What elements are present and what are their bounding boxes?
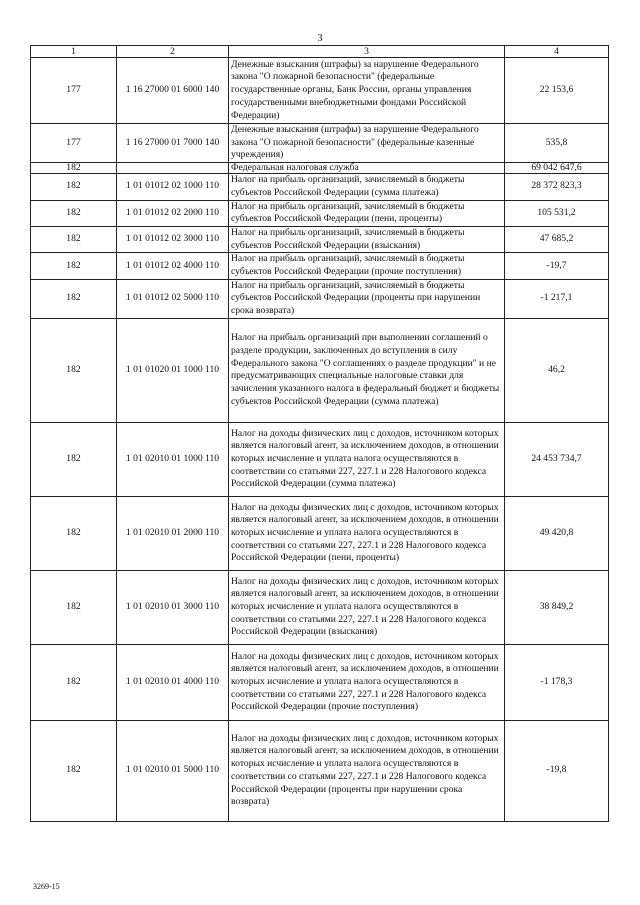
table-row bbox=[31, 720, 609, 821]
table-row bbox=[31, 644, 609, 720]
budget-code-cell: 1 01 01012 02 4000 110 bbox=[117, 253, 229, 279]
table-row bbox=[31, 163, 609, 174]
amount-cell: 49 420,8 bbox=[505, 496, 609, 570]
administrator-code-cell: 182 bbox=[31, 570, 117, 644]
table-row bbox=[31, 318, 609, 422]
administrator-code-cell: 182 bbox=[31, 496, 117, 570]
budget-code-cell: 1 01 01020 01 1000 110 bbox=[117, 318, 229, 422]
revenue-name-cell: Федеральная налоговая служба bbox=[229, 163, 505, 174]
table-row bbox=[31, 174, 609, 200]
administrator-code-cell: 177 bbox=[31, 124, 117, 163]
column-header-4: 4 bbox=[505, 46, 609, 58]
revenue-name-cell: Налог на прибыль организаций, зачисляемый в бюджеты субъектов Российской Федерации (взыскания) bbox=[229, 226, 505, 252]
revenue-name-cell: Денежные взыскания (штрафы) за нарушение Федерального закона "О пожарной безопасности" (федеральные государственные органы, Банк России, органы управления государственными внебюджетными фондами Российской Федерации) bbox=[229, 58, 505, 124]
budget-code-cell: 1 01 02010 01 5000 110 bbox=[117, 720, 229, 821]
budget-code-cell: 1 01 01012 02 5000 110 bbox=[117, 279, 229, 318]
revenue-name-cell: Налог на доходы физических лиц с доходов, источником которых является налоговый агент, за исключением доходов, в отношении которых исчисление и уплата налога осуществляются в соответствии со статьями 227, 227.1 и 228 Налогового кодекса Российской Федерации (пени, проценты) bbox=[229, 496, 505, 570]
revenue-name-cell: Налог на прибыль организаций, зачисляемый в бюджеты субъектов Российской Федерации (сумма платежа) bbox=[229, 174, 505, 200]
revenue-name-cell: Налог на доходы физических лиц с доходов, источником которых является налоговый агент, за исключением доходов, в отношении которых исчисление и уплата налога осуществляются в соответствии со статьями 227, 227.1 и 228 Налогового кодекса Российской Федерации (сумма платежа) bbox=[229, 422, 505, 496]
table-row bbox=[31, 124, 609, 163]
budget-code-cell: 1 01 02010 01 4000 110 bbox=[117, 644, 229, 720]
amount-cell: 69 042 647,6 bbox=[505, 163, 609, 174]
budget-code-cell: 1 01 02010 01 3000 110 bbox=[117, 570, 229, 644]
table-row bbox=[31, 496, 609, 570]
amount-cell: 24 453 734,7 bbox=[505, 422, 609, 496]
administrator-code-cell: 177 bbox=[31, 58, 117, 124]
table-row bbox=[31, 226, 609, 252]
administrator-code-cell: 182 bbox=[31, 253, 117, 279]
column-header-1: 1 bbox=[31, 46, 117, 58]
page-number: 3 bbox=[317, 33, 323, 44]
revenue-name-cell: Налог на доходы физических лиц с доходов, источником которых является налоговый агент, за исключением доходов, в отношении которых исчисление и уплата налога осуществляются в соответствии со статьями 227, 227.1 и 228 Налогового кодекса Российской Федерации (проценты при нарушении срока возврата) bbox=[229, 720, 505, 821]
column-header-3: 3 bbox=[229, 46, 505, 58]
amount-cell: 105 531,2 bbox=[505, 200, 609, 226]
administrator-code-cell: 182 bbox=[31, 422, 117, 496]
column-header-2: 2 bbox=[117, 46, 229, 58]
administrator-code-cell: 182 bbox=[31, 174, 117, 200]
administrator-code-cell: 182 bbox=[31, 644, 117, 720]
administrator-code-cell: 182 bbox=[31, 200, 117, 226]
administrator-code-cell: 182 bbox=[31, 279, 117, 318]
administrator-code-cell: 182 bbox=[31, 720, 117, 821]
table-row bbox=[31, 253, 609, 279]
table-row bbox=[31, 422, 609, 496]
amount-cell: 28 372 823,3 bbox=[505, 174, 609, 200]
revenue-name-cell: Налог на прибыль организаций, зачисляемый в бюджеты субъектов Российской Федерации (прочие поступления) bbox=[229, 253, 505, 279]
budget-code-cell bbox=[117, 163, 229, 174]
revenue-name-cell: Налог на прибыль организаций, зачисляемый в бюджеты субъектов Российской Федерации (пени, проценты) bbox=[229, 200, 505, 226]
table-body bbox=[31, 58, 609, 822]
revenue-table bbox=[30, 45, 609, 822]
table-row bbox=[31, 58, 609, 124]
amount-cell: 47 685,2 bbox=[505, 226, 609, 252]
amount-cell: -19,7 bbox=[505, 253, 609, 279]
amount-cell: -1 217,1 bbox=[505, 279, 609, 318]
amount-cell: 38 849,2 bbox=[505, 570, 609, 644]
administrator-code-cell: 182 bbox=[31, 226, 117, 252]
amount-cell: 535,8 bbox=[505, 124, 609, 163]
footer-code: 3269-15 bbox=[33, 882, 60, 891]
budget-code-cell: 1 01 02010 01 1000 110 bbox=[117, 422, 229, 496]
budget-code-cell: 1 01 01012 02 1000 110 bbox=[117, 174, 229, 200]
administrator-code-cell: 182 bbox=[31, 163, 117, 174]
budget-code-cell: 1 01 01012 02 3000 110 bbox=[117, 226, 229, 252]
table-row bbox=[31, 279, 609, 318]
revenue-name-cell: Налог на доходы физических лиц с доходов, источником которых является налоговый агент, за исключением доходов, в отношении которых исчисление и уплата налога осуществляются в соответствии со статьями 227, 227.1 и 228 Налогового кодекса Российской Федерации (прочие поступления) bbox=[229, 644, 505, 720]
budget-code-cell: 1 16 27000 01 7000 140 bbox=[117, 124, 229, 163]
revenue-name-cell: Налог на доходы физических лиц с доходов, источником которых является налоговый агент, за исключением доходов, в отношении которых исчисление и уплата налога осуществляются в соответствии со статьями 227, 227.1 и 228 Налогового кодекса Российской Федерации (взыскания) bbox=[229, 570, 505, 644]
table-header-row bbox=[31, 46, 609, 58]
table-row bbox=[31, 570, 609, 644]
budget-code-cell: 1 16 27000 01 6000 140 bbox=[117, 58, 229, 124]
amount-cell: -1 178,3 bbox=[505, 644, 609, 720]
administrator-code-cell: 182 bbox=[31, 318, 117, 422]
amount-cell: 46,2 bbox=[505, 318, 609, 422]
revenue-name-cell: Налог на прибыль организаций при выполнении соглашений о разделе продукции, заключенных до вступления в силу Федерального закона "О соглашениях о разделе продукции" и не предусматривающих специальные налоговые ставки для зачисления указанного налога в федеральный бюджет и бюджеты субъектов Российской Федерации (сумма платежа) bbox=[229, 318, 505, 422]
budget-code-cell: 1 01 01012 02 2000 110 bbox=[117, 200, 229, 226]
amount-cell: 22 153,6 bbox=[505, 58, 609, 124]
table-row bbox=[31, 200, 609, 226]
amount-cell: -19,8 bbox=[505, 720, 609, 821]
budget-code-cell: 1 01 02010 01 2000 110 bbox=[117, 496, 229, 570]
revenue-name-cell: Денежные взыскания (штрафы) за нарушение Федерального закона "О пожарной безопасности" (федеральные казенные учреждения) bbox=[229, 124, 505, 163]
revenue-name-cell: Налог на прибыль организаций, зачисляемый в бюджеты субъектов Российской Федерации (проценты при нарушении срока возврата) bbox=[229, 279, 505, 318]
